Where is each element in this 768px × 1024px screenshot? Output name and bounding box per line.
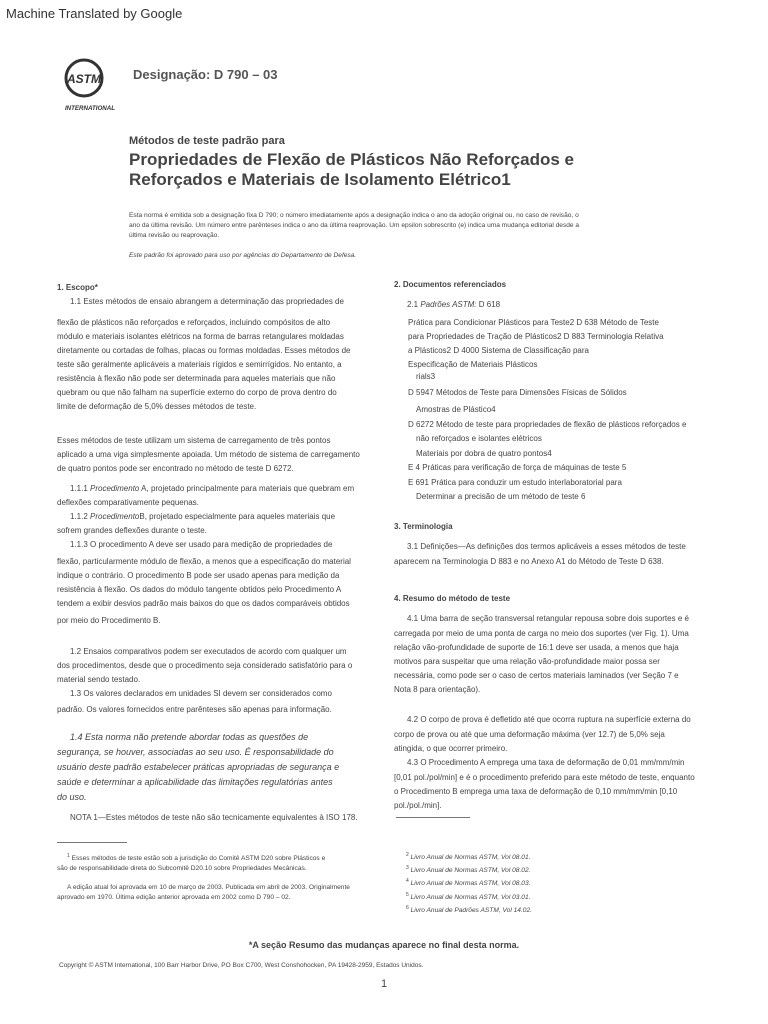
footnote-5: $^5$ Livro Anual de Normas ASTM, Vol 03.01. (406, 891, 531, 901)
footnotes-2-6 (406, 850, 726, 916)
pre-title: Métodos de teste padrão para (129, 135, 285, 147)
list-item: E 691 Prática para conduzir um estudo interlaboratorial para (408, 478, 622, 487)
page-title: Propriedades de Flexão de Plásticos Não Reforçados e Reforçados e Materiais de Isolamento Elétrico1 (129, 150, 574, 189)
astm-logo (60, 57, 122, 113)
note-1: NOTA 1—Estes métodos de teste não são tecnicamente equivalentes à ISO 178. (70, 813, 358, 822)
section-3-1: 3.1 Definições—As definições dos termos aplicáveis a esses métodos de teste aparecem na Terminologia D 883 e no Anexo A1 do Método de Teste D 638. (394, 542, 686, 566)
footnote-1: $^1$ Esses métodos de teste estão sob a jurisdição do Comitê ASTM D20 sobre Plásticos e são de responsabilidade direta do Subcomitê D20.10 sobre Propriedades Mecânicas. A edição atual foi aprovada em 10 de março de 2003. Publicada em abril de 2003. Originalmente aprovado em 1970. Última edição anterior aprovada em 2002 como D 790 – 02. (57, 853, 350, 902)
designation: Designação: D 790 – 03 (133, 67, 278, 82)
list-item: D 5947 Métodos de Teste para Dimensões Físicas de Sólidos (408, 388, 627, 397)
list-item: Materiais por dobra de quatro pontos4 (416, 449, 552, 458)
section-1-heading: 1. Escopo* (57, 283, 98, 292)
loading-system-paragraph: Esses métodos de teste utilizam um sistema de carregamento de três pontos aplicado a uma viga simplesmente apoiada. Um método de sistema de carregamento de quatro pontos pode ser encontrado no método de teste D 6272. (57, 436, 360, 473)
footnote-6: $^6$ Livro Anual de Padrões ASTM, Vol 14.02. (406, 904, 532, 914)
left-column (57, 281, 377, 825)
footnote-divider (396, 817, 470, 818)
astm-logo-icon (60, 57, 122, 113)
copyright: Copyright © ASTM International, 100 Barr Harbor Drive, PO Box C700, West Conshohocken, PA 19428-2959, Estados Unidos. (59, 962, 424, 969)
section-3-heading: 3. Terminologia (394, 522, 453, 531)
summary-of-changes-note: *A seção Resumo das mudanças aparece no final desta norma. (248, 940, 520, 950)
page-number: 1 (380, 978, 388, 990)
list-item: Determinar a precisão de um método de teste 6 (416, 492, 586, 501)
footnote-2: $^2$ Livro Anual de Normas ASTM, Vol 08.01. (406, 852, 531, 862)
section-4-3: 4.3 O Procedimento A emprega uma taxa de deformação de 0,01 mm/mm/min [0,01 pol./pol/min] e é o procedimento preferido para este método de teste, enquanto o Procedimento B emprega uma taxa de deformação de 0,10 mm/mm/min [0,10 pol./pol./min]. (394, 758, 695, 810)
list-item: Especificação de Materiais Plásticos (408, 360, 538, 369)
section-1-1-3: 1.1.3 O procedimento A deve ser usado para medição de propriedades de flexão, particularmente módulo de flexão, a menos que a especificação do material indique o contrário. O procedimento B pode ser usado apenas para medição da resistência à flexão. Os dados do módulo tangente obtidos pelo Procedimento A tendem a exibir desvios padrão mais baixos do que os dados comparáveis obtidos por meio do Procedimento B. (57, 540, 351, 625)
referenced-documents-list (394, 316, 714, 382)
section-1-2: 1.2 Ensaios comparativos podem ser executados de acordo com qualquer um dos procedimentos, desde que o procedimento seja considerado satisfatório para o material sendo testado. (57, 647, 353, 684)
issuance-notice: Esta norma é emitida sob a designação fixa D 790; o número imediatamente após a designação indica o ano da adoção original ou, no caso de revisão, o ano da última revisão. Um número entre parênteses indica o ano da última reaprovação. Um epsilon sobrescrito (e) indica uma mudança editorial desde a última revisão ou reaprovação. (129, 212, 580, 239)
list-item: a Plásticos2 D 4000 Sistema de Classificação para (408, 346, 589, 355)
list-item: E 4 Práticas para verificação de força de máquinas de teste 5 (408, 463, 627, 472)
section-1-1-2: 1.1.2 ProcedimentoB, projetado especialmente para aqueles materiais que sofrem grandes deflexões durante o teste. (57, 512, 336, 535)
section-1-1-1: 1.1.1 Procedimento A, projetado principalmente para materiais que quebram em deflexões comparativamente pequenas. (57, 484, 355, 507)
list-item: rials3 (416, 372, 436, 381)
dod-approval-note: Este padrão foi aprovado para uso por agências do Departamento de Defesa. (129, 252, 357, 259)
section-4-heading: 4. Resumo do método de teste (394, 594, 511, 603)
section-1-1: 1.1 Estes métodos de ensaio abrangem a determinação das propriedades de flexão de plásticos não reforçados e reforçados, incluindo compósitos de alto módulo e materiais isolantes elétricos na forma de barras retangulares moldadas diretamente ou cortadas de folhas, placas ou formas moldadas. Esses métodos de teste são geralmente aplicáveis a materiais rígidos e semirrígidos. No entanto, a resistência à flexão não pode ser determinada para aqueles materiais que não quebram ou que não falham na superfície externo do corpo de prova dentro do limite de deformação de 5,0% desses métodos de teste. (57, 297, 351, 411)
svg-text:INTERNATIONAL: INTERNATIONAL (64, 105, 116, 112)
list-item: não reforçados e isolantes elétricos (416, 434, 542, 443)
list-item: D 6272 Método de teste para propriedades de flexão de plásticos reforçados e (408, 420, 687, 429)
section-2-heading: 2. Documentos referenciados (394, 280, 507, 289)
list-item: Amostras de Plástico4 (416, 405, 496, 414)
section-4-1: 4.1 Uma barra de seção transversal retangular repousa sobre dois suportes e é carregada por meio de uma ponta de carga no meio dos suportes (ver Fig. 1). Uma relação vão-profundidade de suporte de 16:1 deve ser usada, a menos que haja motivos para suspeitar que uma relação vão-profundidade maior possa ser necessária, como pode ser o caso de certos materiais laminados (ver Seção 7 e Nota 8 para orientação). (394, 614, 689, 694)
referenced-documents-list-2 (394, 386, 714, 504)
right-column (394, 278, 714, 813)
machine-translated-label: Machine Translated by Google (6, 6, 183, 21)
footnote-3: $^3$ Livro Anual de Normas ASTM, Vol 08.02. (406, 865, 531, 875)
safety-caveat: 1.4 Esta norma não pretende abordar todas as questões de segurança, se houver, associadas ao seu uso. É responsabilidade do usuário deste padrão estabelecer práticas apropriadas de segurança e saúde e determinar a aplicabilidade das limitações regulatórias antes do uso. (57, 732, 340, 802)
svg-text:ASTM: ASTM (67, 72, 101, 86)
footnote-4: $^4$ Livro Anual de Normas ASTM, Vol 08.03. (406, 878, 531, 888)
footnote-divider (57, 842, 127, 843)
section-4-2: 4.2 O corpo de prova é defletido até que ocorra ruptura na superfície externa do corpo de prova ou até que uma deformação máxima (ver 12.7) de 5,0% seja atingida, o que ocorrer primeiro. (394, 715, 691, 753)
section-1-3: 1.3 Os valores declarados em unidades SI devem ser considerados como padrão. Os valores fornecidos entre parênteses são apenas para informação. (57, 689, 332, 714)
list-item: para Propriedades de Tração de Plásticos2 D 883 Terminologia Relativa (408, 332, 664, 341)
section-2-1: 2.1 Padrões ASTM: D 618 (407, 300, 501, 309)
list-item: Prática para Condicionar Plásticos para Teste2 D 638 Método de Teste (408, 318, 659, 327)
